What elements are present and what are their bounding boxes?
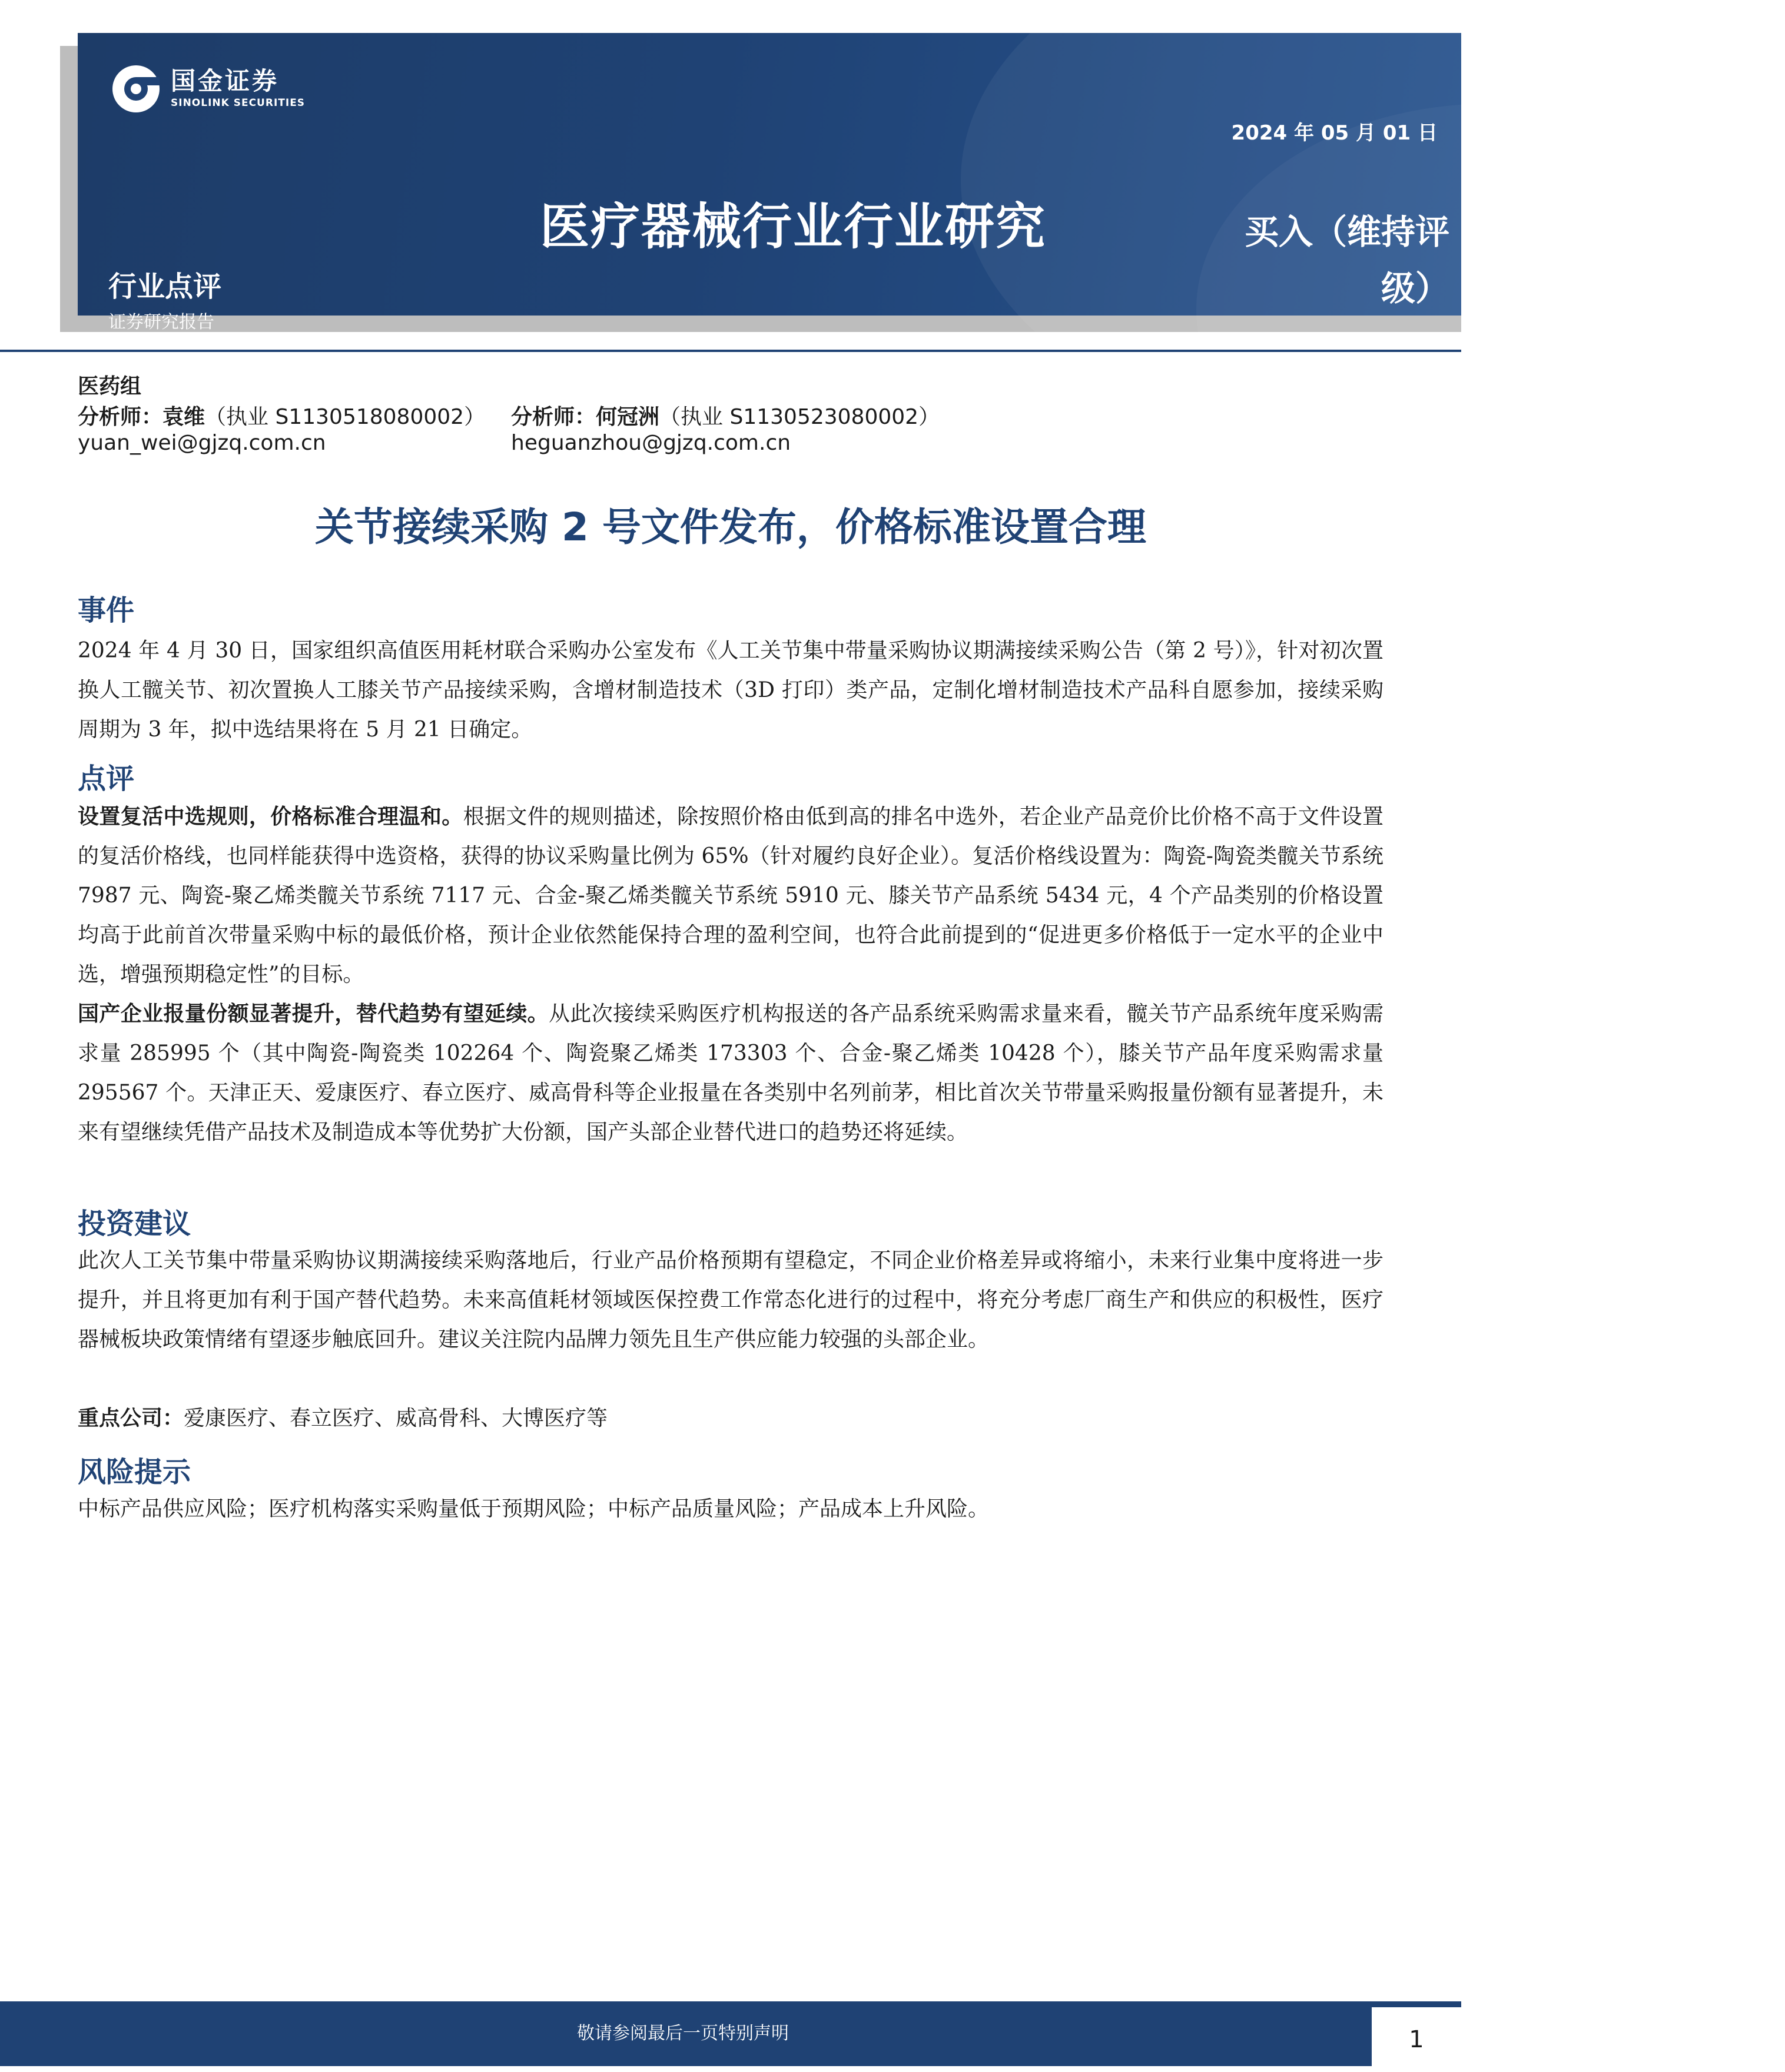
- page-number: 1: [1409, 2026, 1424, 2053]
- header-banner: [78, 33, 1461, 333]
- analyst-1-email[interactable]: yuan_wei@gjzq.com.cn: [78, 431, 326, 455]
- analyst-label: 分析师：: [78, 405, 163, 429]
- brand-name-cn: 国金证券: [171, 67, 280, 95]
- brand-logo: [111, 64, 305, 114]
- analyst-label: 分析师：: [511, 405, 596, 429]
- report-title: 医疗器械行业行业研究: [540, 198, 1047, 255]
- key-companies-label: 重点公司：: [78, 1406, 184, 1430]
- article-headline: 关节接续采购 2 号文件发布，价格标准设置合理: [315, 504, 1146, 550]
- sinolink-logo-icon: [111, 64, 161, 114]
- research-group: 医药组: [78, 374, 142, 399]
- header-divider: [0, 350, 1461, 352]
- report-kind-sub: 证券研究报告: [108, 312, 214, 333]
- review-p1-lead: 设置复活中选规则，价格标准合理温和。: [78, 805, 463, 829]
- review-p2-lead: 国产企业报量份额显著提升，替代趋势有望延续。: [78, 1002, 549, 1026]
- event-paragraph: 2024 年 4 月 30 日，国家组织高值医用耗材联合采购办公室发布《人工关节集中带量采购协议期满接续采购公告（第 2 号）》，针对初次置换人工髋关节、初次置换人工膝关节产品接续采购，含增材制造技术（3D 打印）类产品，定制化增材制造技术产品科自愿参加，接续采购周期为 3 年，拟中选结果将在 5 月 21 日确定。: [78, 639, 1383, 742]
- rating-badge: 买入（维持评级）: [1244, 212, 1449, 308]
- advice-paragraph: 此次人工关节集中带量采购协议期满接续采购落地后，行业产品价格预期有望稳定，不同企业价格差异或将缩小，未来行业集中度将进一步提升，并且将更加有利于国产替代趋势。未来高值耗材领域医保控费工作常态化进行的过程中，将充分考虑厂商生产和供应的积极性，医疗器械板块政策情绪有望逐步触底回升。建议关注院内品牌力领先且生产供应能力较强的头部企业。: [78, 1248, 1383, 1352]
- brand-name-en: SINOLINK SECURITIES: [171, 97, 306, 109]
- review-p1-text: 根据文件的规则描述，除按照价格由低到高的排名中选外，若企业产品竞价比价格不高于文件设置的复活价格线，也同样能获得中选资格，获得的协议采购量比例为 65%（针对履约良好企业）。复活价格线设置为：陶瓷-陶瓷类髋关节系统 7987 元、陶瓷-聚乙烯类髋关节系统 7117 元、合金-聚乙烯类髋关节系统 5910 元、膝关节产品系统 5434 元，4 个产品类别的价格设置均高于此前首次带量采购中标的最低价格，预计企业依然能保持合理的盈利空间，也符合此前提到的“促进更多价格低于一定水平的企业中选，增强预期稳定性”的目标。: [78, 805, 1383, 987]
- section-title-risk: 风险提示: [78, 1456, 191, 1489]
- analyst-name: 袁维: [162, 405, 205, 429]
- review-paragraph-1: [78, 797, 1383, 994]
- analyst-2-email[interactable]: heguanzhou@gjzq.com.cn: [511, 431, 791, 455]
- report-kind: 行业点评: [108, 270, 222, 303]
- footer-disclaimer: 敬请参阅最后一页特别声明: [577, 2023, 789, 2044]
- analyst-license: （执业 S1130523080002）: [659, 405, 940, 429]
- review-p2-text: 从此次接续采购医疗机构报送的各产品系统采购需求量来看，髋关节产品系统年度采购需求量 285995 个（其中陶瓷-陶瓷类 102264 个、陶瓷聚乙烯类 173303 个、合金-聚乙烯类 10428 个），膝关节产品年度采购需求量 295567 个。天津正天、爱康医疗、春立医疗、威高骨科等企业报量在各类别中名列前茅，相比首次关节带量采购报量份额有显著提升，未来有望继续凭借产品技术及制造成本等优势扩大份额，国产头部企业替代进口的趋势还将延续。: [78, 1002, 1383, 1144]
- key-companies: [78, 1399, 1383, 1438]
- risk-paragraph: 中标产品供应风险；医疗机构落实采购量低于预期风险；中标产品质量风险；产品成本上升风险。: [78, 1497, 990, 1521]
- analyst-1: [78, 400, 485, 430]
- section-title-advice: 投资建议: [78, 1207, 191, 1240]
- review-paragraph-2: [78, 994, 1383, 1152]
- analyst-name: 何冠洲: [596, 405, 660, 429]
- section-title-event: 事件: [78, 594, 135, 627]
- section-title-review: 点评: [78, 762, 135, 795]
- report-date: 2024 年 05 月 01 日: [1231, 121, 1438, 145]
- key-companies-text: 爱康医疗、春立医疗、威高骨科、大博医疗等: [184, 1406, 608, 1430]
- analyst-2: [511, 400, 940, 430]
- analyst-license: （执业 S1130518080002）: [205, 405, 486, 429]
